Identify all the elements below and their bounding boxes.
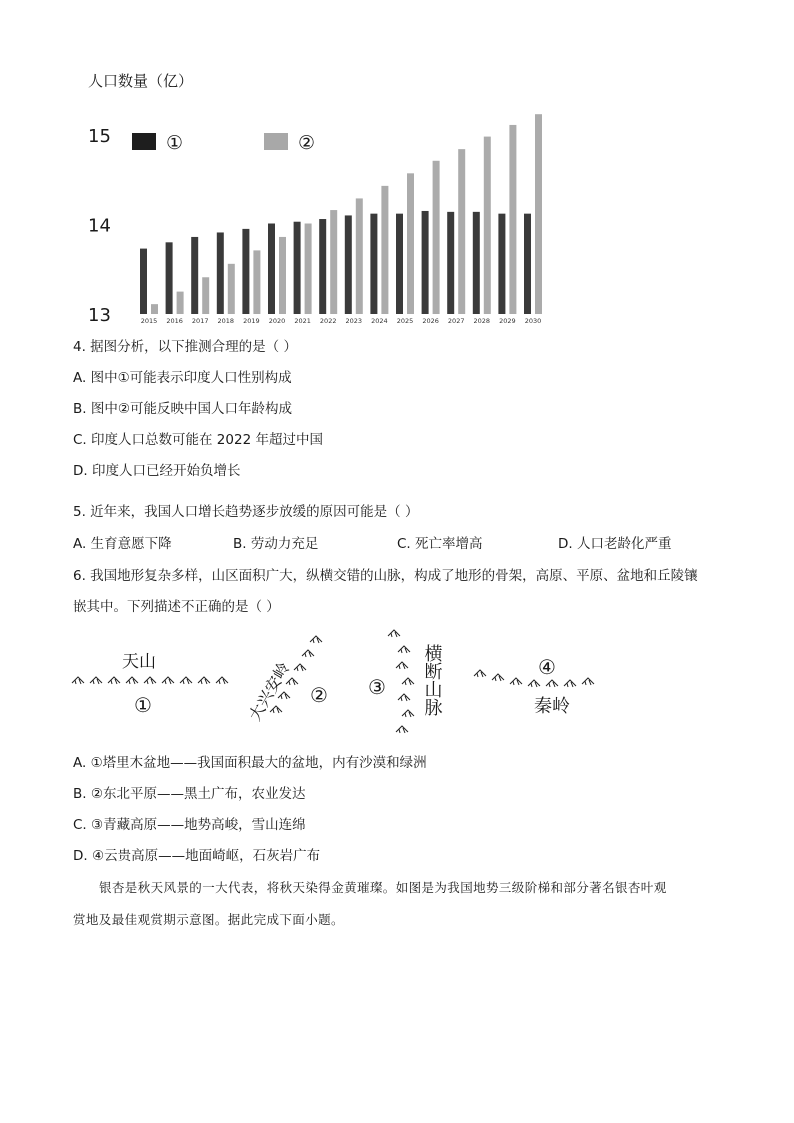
q5-option-b[interactable]: B. 劳动力充足 [233, 536, 319, 552]
qinling-mountain-icons [474, 670, 594, 687]
x-tick-label: 2021 [294, 317, 311, 325]
bar-series-1 [422, 211, 429, 314]
marker-1: ① [134, 693, 152, 717]
q4-stem: 4. 据图分析，以下推测合理的是（ ） [73, 339, 297, 355]
bar-series-2 [509, 125, 516, 314]
q6-option-a[interactable]: A. ①塔里木盆地——我国面积最大的盆地，内有沙漠和绿洲 [73, 755, 427, 771]
bar-series-2 [356, 198, 363, 314]
q6-option-c[interactable]: C. ③青藏高原——地势高峻，雪山连绵 [73, 817, 306, 833]
bar-series-2 [305, 224, 312, 314]
x-tick-label: 2025 [396, 317, 414, 325]
q5-option-a[interactable]: A. 生育意愿下降 [73, 536, 172, 552]
hengduan-label: 横断山脉 [421, 644, 443, 716]
q5-option-c[interactable]: C. 死亡率增高 [397, 536, 483, 552]
passage-line-1: 银杏是秋天风景的一大代表，将秋天染得金黄璀璨。如图是为我国地势三级阶梯和部分著名银杏叶观 [99, 880, 667, 895]
bar-series-2 [330, 210, 337, 314]
tianshan-label: 天山 [122, 652, 156, 672]
legend-label-series-2: ② [298, 132, 316, 154]
marker-4: ④ [538, 655, 556, 679]
x-tick-label: 2030 [524, 317, 542, 325]
q6-option-d[interactable]: D. ④云贵高原——地面崎岖，石灰岩广布 [73, 848, 321, 864]
marker-2: ② [310, 683, 328, 707]
q5-stem: 5. 近年来，我国人口增长趋势逐步放缓的原因可能是（ ） [73, 504, 419, 520]
x-tick-label: 2029 [499, 317, 516, 325]
mountain-ranges-sketch [60, 622, 620, 742]
bar-series-1 [447, 212, 454, 314]
x-tick-label: 2017 [191, 317, 209, 325]
bar-series-1 [345, 215, 352, 314]
daxinganling-label: 大兴安岭 [245, 659, 294, 724]
legend-swatch-series-2 [264, 133, 288, 150]
y-tick-label: 14 [88, 215, 111, 237]
qinling-label: 秦岭 [534, 696, 570, 717]
bar-series-2 [202, 277, 209, 314]
bar-series-1 [396, 214, 403, 314]
bar-series-2 [381, 186, 388, 314]
x-axis-ticks [141, 317, 542, 325]
y-axis-label: 人口数量（亿） [88, 72, 194, 90]
bar-series-1 [191, 237, 198, 314]
legend-label-series-1: ① [166, 132, 184, 154]
bar-series-2 [458, 149, 465, 314]
q4-option-a[interactable]: A. 图中①可能表示印度人口性别构成 [73, 370, 292, 386]
bar-series-1 [473, 212, 480, 314]
bar-series-2 [177, 292, 184, 314]
x-tick-label: 2022 [319, 317, 337, 325]
q4-option-b[interactable]: B. 图中②可能反映中国人口年龄构成 [73, 401, 292, 417]
bar-series-1 [217, 232, 224, 314]
bar-series-2 [484, 137, 491, 314]
hengduan-mountain-icons [388, 630, 414, 733]
q4-option-d[interactable]: D. 印度人口已经开始负增长 [73, 463, 241, 479]
bar-series-1 [166, 242, 173, 314]
bar-series-2 [279, 237, 286, 314]
tianshan-mountain-icons [72, 677, 228, 684]
x-tick-label: 2018 [217, 317, 235, 325]
legend-swatch-series-1 [132, 133, 156, 150]
bar-series-1 [140, 249, 147, 314]
x-tick-label: 2026 [422, 317, 439, 325]
q6-stem-line-2: 嵌其中。下列描述不正确的是（ ） [73, 599, 280, 615]
y-tick-label: 15 [88, 125, 111, 147]
population-bar-chart [80, 62, 550, 332]
bar-series-1 [319, 219, 326, 314]
bar-series-1 [524, 214, 531, 314]
bar-series-2 [151, 304, 158, 314]
x-tick-label: 2027 [447, 317, 465, 325]
passage-line-2: 赏地及最佳观赏期示意图。据此完成下面小题。 [73, 912, 344, 927]
bar-series-2 [228, 264, 235, 314]
x-tick-label: 2016 [166, 317, 183, 325]
bar-series-2 [433, 161, 440, 314]
x-tick-label: 2020 [268, 317, 286, 325]
bar-series [140, 114, 542, 314]
bar-series-1 [294, 222, 301, 314]
x-tick-label: 2024 [371, 317, 388, 325]
y-axis-ticks [88, 126, 111, 326]
bar-series-2 [535, 114, 542, 314]
bar-series-2 [407, 173, 414, 314]
bar-series-1 [268, 224, 275, 314]
y-tick-label: 13 [88, 305, 111, 326]
bar-series-1 [370, 214, 377, 314]
bar-series-2 [253, 250, 260, 314]
q6-option-b[interactable]: B. ②东北平原——黑土广布，农业发达 [73, 786, 306, 802]
bar-series-1 [498, 214, 505, 314]
q5-option-d[interactable]: D. 人口老龄化严重 [558, 536, 672, 552]
q6-stem-line-1: 6. 我国地形复杂多样，山区面积广大，纵横交错的山脉，构成了地形的骨架，高原、平原、盆地和丘陵镶 [73, 568, 698, 584]
x-tick-label: 2019 [243, 317, 260, 325]
legend [132, 132, 315, 154]
bar-series-1 [242, 229, 249, 314]
x-tick-label: 2023 [345, 317, 363, 325]
q4-option-c[interactable]: C. 印度人口总数可能在 2022 年超过中国 [73, 432, 323, 448]
marker-3: ③ [368, 675, 386, 699]
x-tick-label: 2015 [140, 317, 158, 325]
x-tick-label: 2028 [473, 317, 491, 325]
